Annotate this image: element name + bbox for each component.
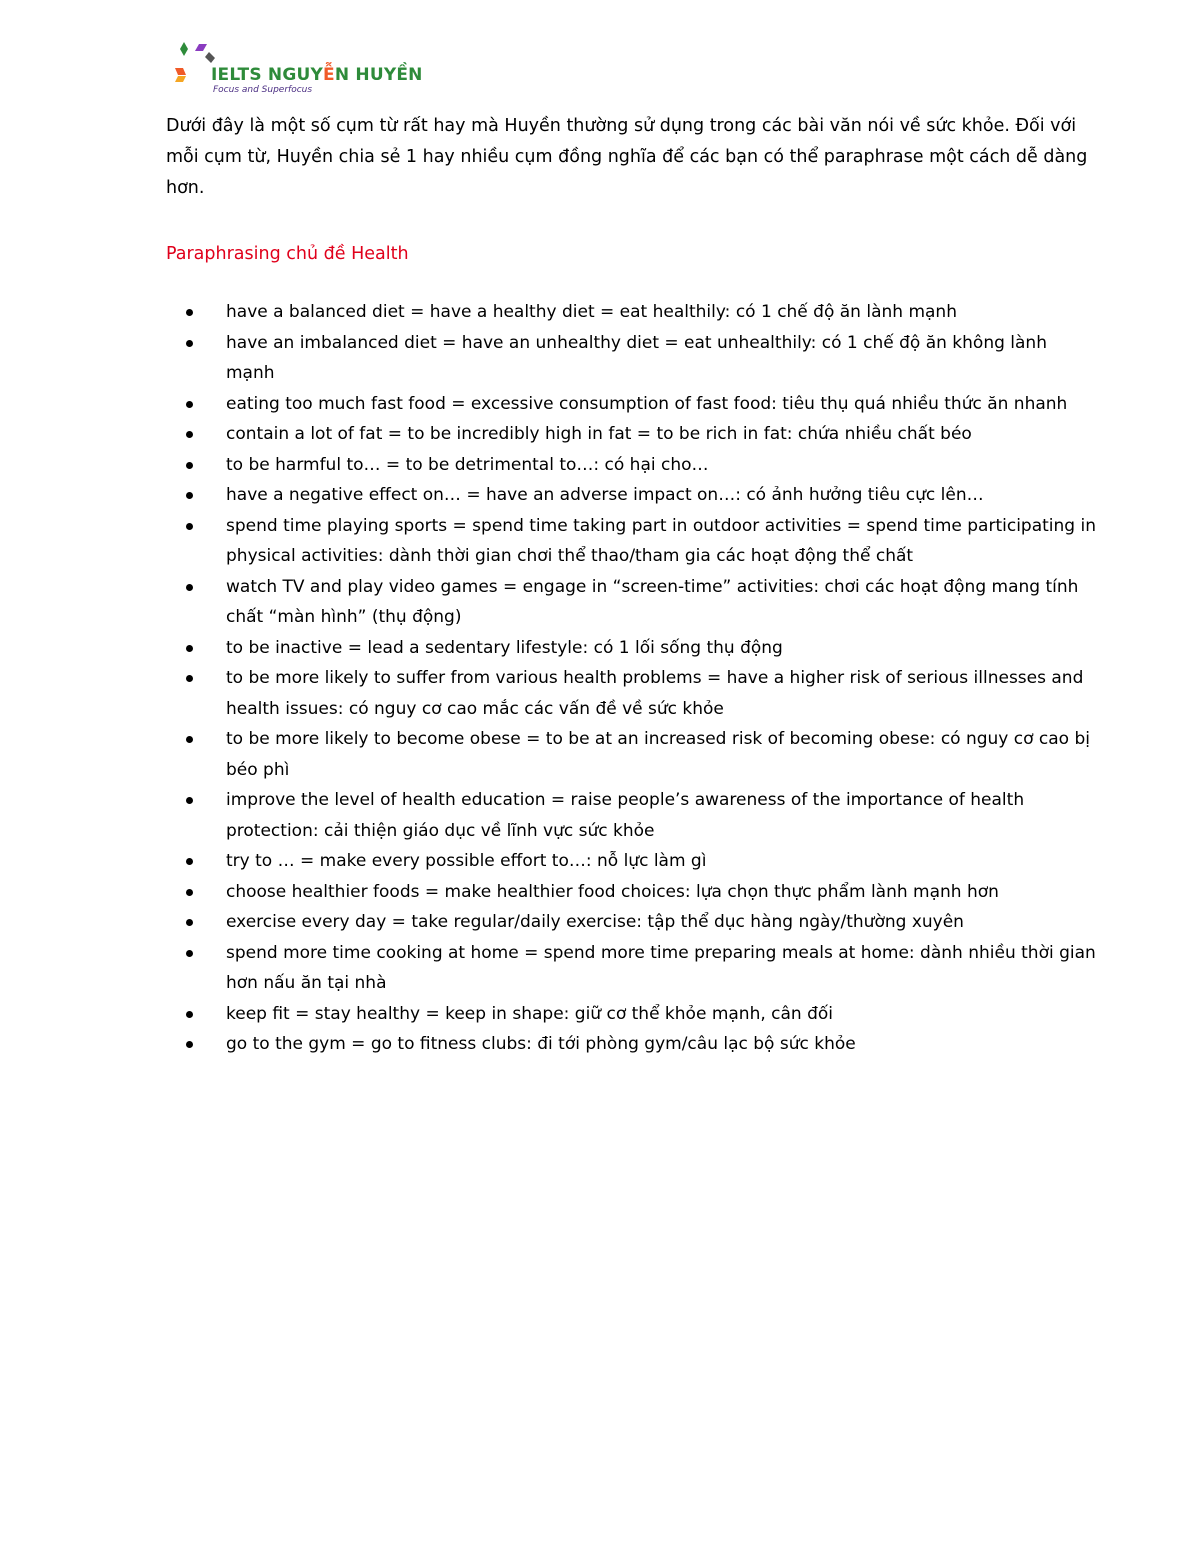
list-item-text: spend time playing sports = spend time taking part in outdoor activities = spend time participating in physical activities: dành thời gian chơi thể thao/tham gia các hoạt động thể chất <box>226 515 1096 566</box>
bullet-icon <box>186 797 193 804</box>
list-item-text: keep fit = stay healthy = keep in shape: giữ cơ thể khỏe mạnh, cân đối <box>226 1003 834 1024</box>
bullet-icon <box>186 675 193 682</box>
bullet-icon <box>186 645 193 652</box>
bullet-icon <box>186 950 193 957</box>
list-item-text: contain a lot of fat = to be incredibly high in fat = to be rich in fat: chứa nhiều chất béo <box>226 424 972 444</box>
list-item <box>166 511 1096 572</box>
list-item <box>166 419 1096 450</box>
list-item-text: to be more likely to suffer from various health problems = have a higher risk of serious illnesses and health issues: có nguy cơ cao mắc các vấn đề về sức khỏe <box>226 668 1084 719</box>
bullet-icon <box>186 736 193 743</box>
list-item-text: to be harmful to… = to be detrimental to…: có hại cho… <box>226 454 709 475</box>
list-item-text: to be inactive = lead a sedentary lifestyle: có 1 lối sống thụ động <box>226 637 783 658</box>
list-item <box>166 877 1096 908</box>
list-item <box>166 328 1096 389</box>
bullet-icon <box>186 858 193 865</box>
list-item <box>166 1029 1096 1060</box>
list-item <box>166 846 1096 877</box>
phrase-list <box>166 297 1096 1060</box>
bullet-icon <box>186 401 193 408</box>
logo-title: IELTS NGUYỄN HUYỀN <box>211 65 423 85</box>
bullet-icon <box>186 1011 193 1018</box>
bullet-icon <box>186 889 193 896</box>
bullet-icon <box>186 523 193 530</box>
list-item <box>166 938 1096 999</box>
intro-paragraph: Dưới đây là một số cụm từ rất hay mà Huyền thường sử dụng trong các bài văn nói về sức khỏe. Đối với mỗi cụm từ, Huyền chia sẻ 1 hay nhiều cụm đồng nghĩa để các bạn có thể paraphrase một cách dễ dàng hơn. <box>166 116 1088 198</box>
list-item <box>166 907 1096 938</box>
section-heading: Paraphrasing chủ đề Health <box>166 244 409 264</box>
list-item-text: choose healthier foods = make healthier food choices: lựa chọn thực phẩm lành mạnh hơn <box>226 881 999 902</box>
bullet-icon <box>186 340 193 347</box>
list-item <box>166 297 1096 328</box>
list-item-text: go to the gym = go to fitness clubs: đi tới phòng gym/câu lạc bộ sức khỏe <box>226 1034 856 1054</box>
list-item <box>166 480 1096 511</box>
list-item-text: watch TV and play video games = engage in “screen-time” activities: chơi các hoạt động mang tính chất “màn hình” (thụ động) <box>226 576 1079 627</box>
logo-tagline: Focus and Superfocus <box>213 85 313 95</box>
bullet-icon <box>186 1041 193 1048</box>
list-item-text: have a negative effect on… = have an adverse impact on…: có ảnh hưởng tiêu cực lên… <box>226 485 984 505</box>
list-item-text: have an imbalanced diet = have an unhealthy diet = eat unhealthily: có 1 chế độ ăn không lành mạnh <box>226 332 1047 383</box>
list-item-text: eating too much fast food = excessive consumption of fast food: tiêu thụ quá nhiều thức ăn nhanh <box>226 393 1068 414</box>
list-item <box>166 450 1096 481</box>
bullet-icon <box>186 584 193 591</box>
bullet-icon <box>186 919 193 926</box>
list-item <box>166 785 1096 846</box>
list-item-text: spend more time cooking at home = spend more time preparing meals at home: dành nhiều thời gian hơn nấu ăn tại nhà <box>226 942 1096 993</box>
bullet-icon <box>186 492 193 499</box>
list-item-text: have a balanced diet = have a healthy diet = eat healthily: có 1 chế độ ăn lành mạnh <box>226 302 957 322</box>
list-item <box>166 999 1096 1030</box>
list-item <box>166 572 1096 633</box>
bullet-icon <box>186 462 193 469</box>
list-item-text: improve the level of health education = raise people’s awareness of the importance of health protection: cải thiện giáo dục về lĩnh vực sức khỏe <box>226 790 1025 841</box>
list-item-text: exercise every day = take regular/daily exercise: tập thể dục hàng ngày/thường xuyên <box>226 912 964 932</box>
bullet-icon <box>186 431 193 438</box>
list-item <box>166 389 1096 420</box>
bullet-icon <box>186 309 193 316</box>
list-item-text: try to … = make every possible effort to…: nỗ lực làm gì <box>226 851 707 871</box>
list-item <box>166 724 1096 785</box>
logo <box>173 38 423 102</box>
list-item-text: to be more likely to become obese = to be at an increased risk of becoming obese: có nguy cơ cao bị béo phì <box>226 729 1091 780</box>
list-item <box>166 633 1096 664</box>
list-item <box>166 663 1096 724</box>
